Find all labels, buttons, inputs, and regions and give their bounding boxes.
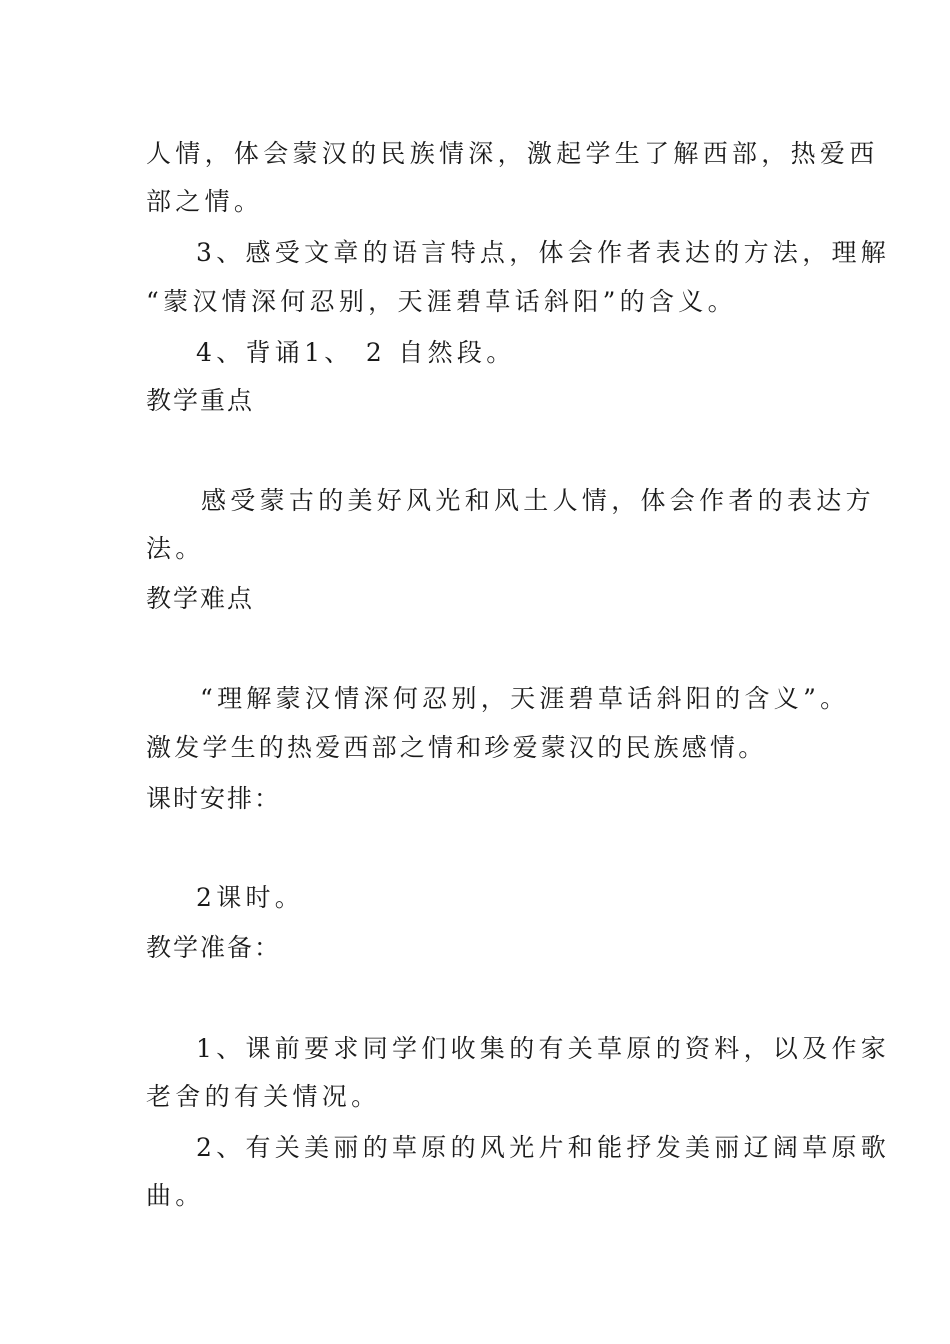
goal-3-continued-line: “蒙汉情深何忍别，天涯碧草话斜阳”的含义。: [146, 287, 737, 316]
goal-2-end-line: 部之情。: [146, 187, 264, 216]
schedule-text-line: 2课时。: [196, 883, 305, 912]
goal-2-continued-line: 人情，体会蒙汉的民族情深，激起学生了解西部，热爱西: [146, 139, 879, 168]
section-heading-preparation: 教学准备：: [146, 933, 282, 962]
key-points-text-line: 感受蒙古的美好风光和风土人情，体会作者的表达方: [201, 486, 875, 515]
goal-4-line: 4、背诵1、 2 自然段。: [196, 338, 516, 367]
difficulties-text-line: “理解蒙汉情深何忍别，天涯碧草话斜阳的含义”。: [200, 684, 850, 713]
preparation-item-1-line: 1、课前要求同学们收集的有关草原的资料，以及作家: [196, 1034, 891, 1063]
preparation-item-2-line: 2、有关美丽的草原的风光片和能抒发美丽辽阔草原歌: [196, 1133, 891, 1162]
section-heading-schedule: 课时安排：: [146, 784, 282, 813]
key-points-text-end-line: 法。: [146, 534, 205, 563]
section-heading-key-points: 教学重点: [146, 386, 255, 415]
preparation-item-1-continued-line: 老舍的有关情况。: [146, 1082, 381, 1111]
goal-3-line: 3、感受文章的语言特点，体会作者表达的方法，理解: [196, 238, 891, 267]
section-heading-difficulties: 教学难点: [146, 584, 255, 613]
difficulties-text-continued-line: 激发学生的热爱西部之情和珍爱蒙汉的民族感情。: [146, 733, 767, 762]
preparation-item-2-continued-line: 曲。: [146, 1181, 205, 1210]
